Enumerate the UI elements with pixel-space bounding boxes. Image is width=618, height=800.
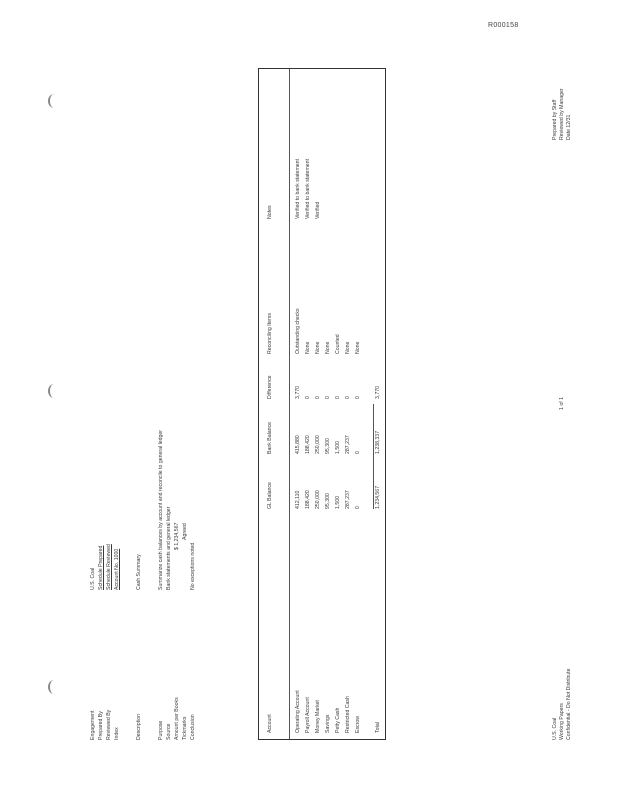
table-row (335, 69, 345, 739)
prepared-by-value: Schedule Prepared (98, 545, 104, 590)
total-rule (373, 404, 374, 509)
cell-gl: 0 (355, 506, 361, 509)
cell-bank: 188,420 (305, 435, 311, 454)
cell-gl: 1,500 (335, 496, 341, 509)
cell-recon: None (355, 341, 361, 354)
column-header-account: Account (267, 714, 273, 733)
cell-diff: 3,770 (295, 386, 301, 399)
cell-account: Payroll Account (305, 697, 311, 733)
footer-page-number: 1 of 1 (559, 397, 565, 410)
cell-diff: 0 (325, 396, 331, 399)
reviewed-by-label: Reviewed By (106, 709, 112, 740)
cell-notes: Verified (315, 201, 321, 219)
cell-account: Petty Cash (335, 707, 341, 733)
purpose-label: Purpose (158, 720, 164, 740)
engagement-value: U.S. Coal (90, 567, 96, 590)
table-row (355, 69, 365, 739)
column-header-reconciling: Reconciling Items (267, 313, 273, 354)
cell-account: Escrow (355, 715, 361, 733)
engagement-label: Engagement (90, 710, 96, 740)
description-label: Description (136, 714, 142, 740)
cell-bank: 415,880 (295, 435, 301, 454)
footer-right-line1: Prepared by Staff (552, 99, 558, 140)
conclusion-label: Conclusion (190, 714, 196, 740)
footer-left-line2: Working Papers (559, 703, 565, 740)
cell-recon: None (305, 341, 311, 354)
source-label: Source (166, 723, 172, 740)
amount-value: $ 1,234,567 (174, 522, 180, 550)
column-header-difference: Difference (267, 375, 273, 399)
column-header-notes: Notes (267, 205, 273, 219)
cell-diff: 0 (355, 396, 361, 399)
table-row (325, 69, 335, 739)
tickmarks-label: Tickmarks (182, 716, 188, 740)
cell-bank: 287,237 (345, 435, 351, 454)
cell-gl: 412,110 (295, 490, 301, 509)
cell-recon: None (345, 341, 351, 354)
cell-notes: Verified to bank statement (295, 159, 301, 219)
footer-right-line3: Date 12/31 (566, 114, 572, 140)
footer-left-line1: U.S. Coal (552, 717, 558, 740)
amount-label: Amount per Books (174, 697, 180, 740)
cell-gl: 287,237 (345, 490, 351, 509)
total-bank: 1,238,337 (375, 430, 381, 454)
cell-bank: 1,500 (335, 441, 341, 454)
cell-recon: None (325, 341, 331, 354)
total-gl: 1,234,567 (375, 485, 381, 509)
description-value: Cash Summary (136, 554, 142, 590)
footer-right-line2: Reviewed by Manager (559, 88, 565, 140)
cell-account: Savings (325, 714, 331, 733)
table-row (305, 69, 315, 739)
cell-diff: 0 (305, 396, 311, 399)
purpose-value: Summarize cash balances by account and reconcile to general ledger (158, 429, 164, 590)
table-row (345, 69, 355, 739)
cell-gl: 188,420 (305, 490, 311, 509)
source-value: Bank statements and general ledger (166, 506, 172, 590)
cash-summary-table (258, 68, 386, 740)
table-row (315, 69, 325, 739)
cell-diff: 0 (315, 396, 321, 399)
cell-recon: Counted (335, 334, 341, 354)
cell-account: Restricted Cash (345, 696, 351, 733)
cell-gl: 95,300 (325, 493, 331, 509)
reviewed-by-value: Schedule Reviewed (106, 544, 112, 590)
total-label: Total (375, 722, 381, 733)
footer-left-line3: Confidential - Do Not Distribute (566, 668, 572, 740)
cell-diff: 0 (335, 396, 341, 399)
column-header-bank: Bank Balance (267, 421, 273, 454)
cell-account: Money Market (315, 700, 321, 733)
cell-bank: 95,300 (325, 438, 331, 454)
column-header-gl: GL Balance (267, 482, 273, 509)
cell-account: Operating Account (295, 690, 301, 733)
table-row (295, 69, 305, 739)
cell-bank: 250,000 (315, 435, 321, 454)
total-diff: 3,770 (375, 386, 381, 399)
conclusion-value: No exceptions noted (190, 542, 196, 590)
tickmarks-value: Agreed (182, 523, 188, 540)
index-label: Index (114, 727, 120, 740)
header-divider (289, 69, 290, 739)
cell-recon: None (315, 341, 321, 354)
rotated-page (40, 40, 600, 740)
cell-notes: Verified to bank statement (305, 159, 311, 219)
cell-recon: Outstanding checks (295, 308, 301, 354)
total-row (375, 69, 385, 739)
index-value: Account No. 1000 (114, 548, 120, 590)
prepared-by-label: Prepared By (98, 711, 104, 740)
cell-diff: 0 (345, 396, 351, 399)
document-id: R000158 (488, 22, 519, 29)
cell-gl: 250,000 (315, 490, 321, 509)
cell-bank: 0 (355, 451, 361, 454)
